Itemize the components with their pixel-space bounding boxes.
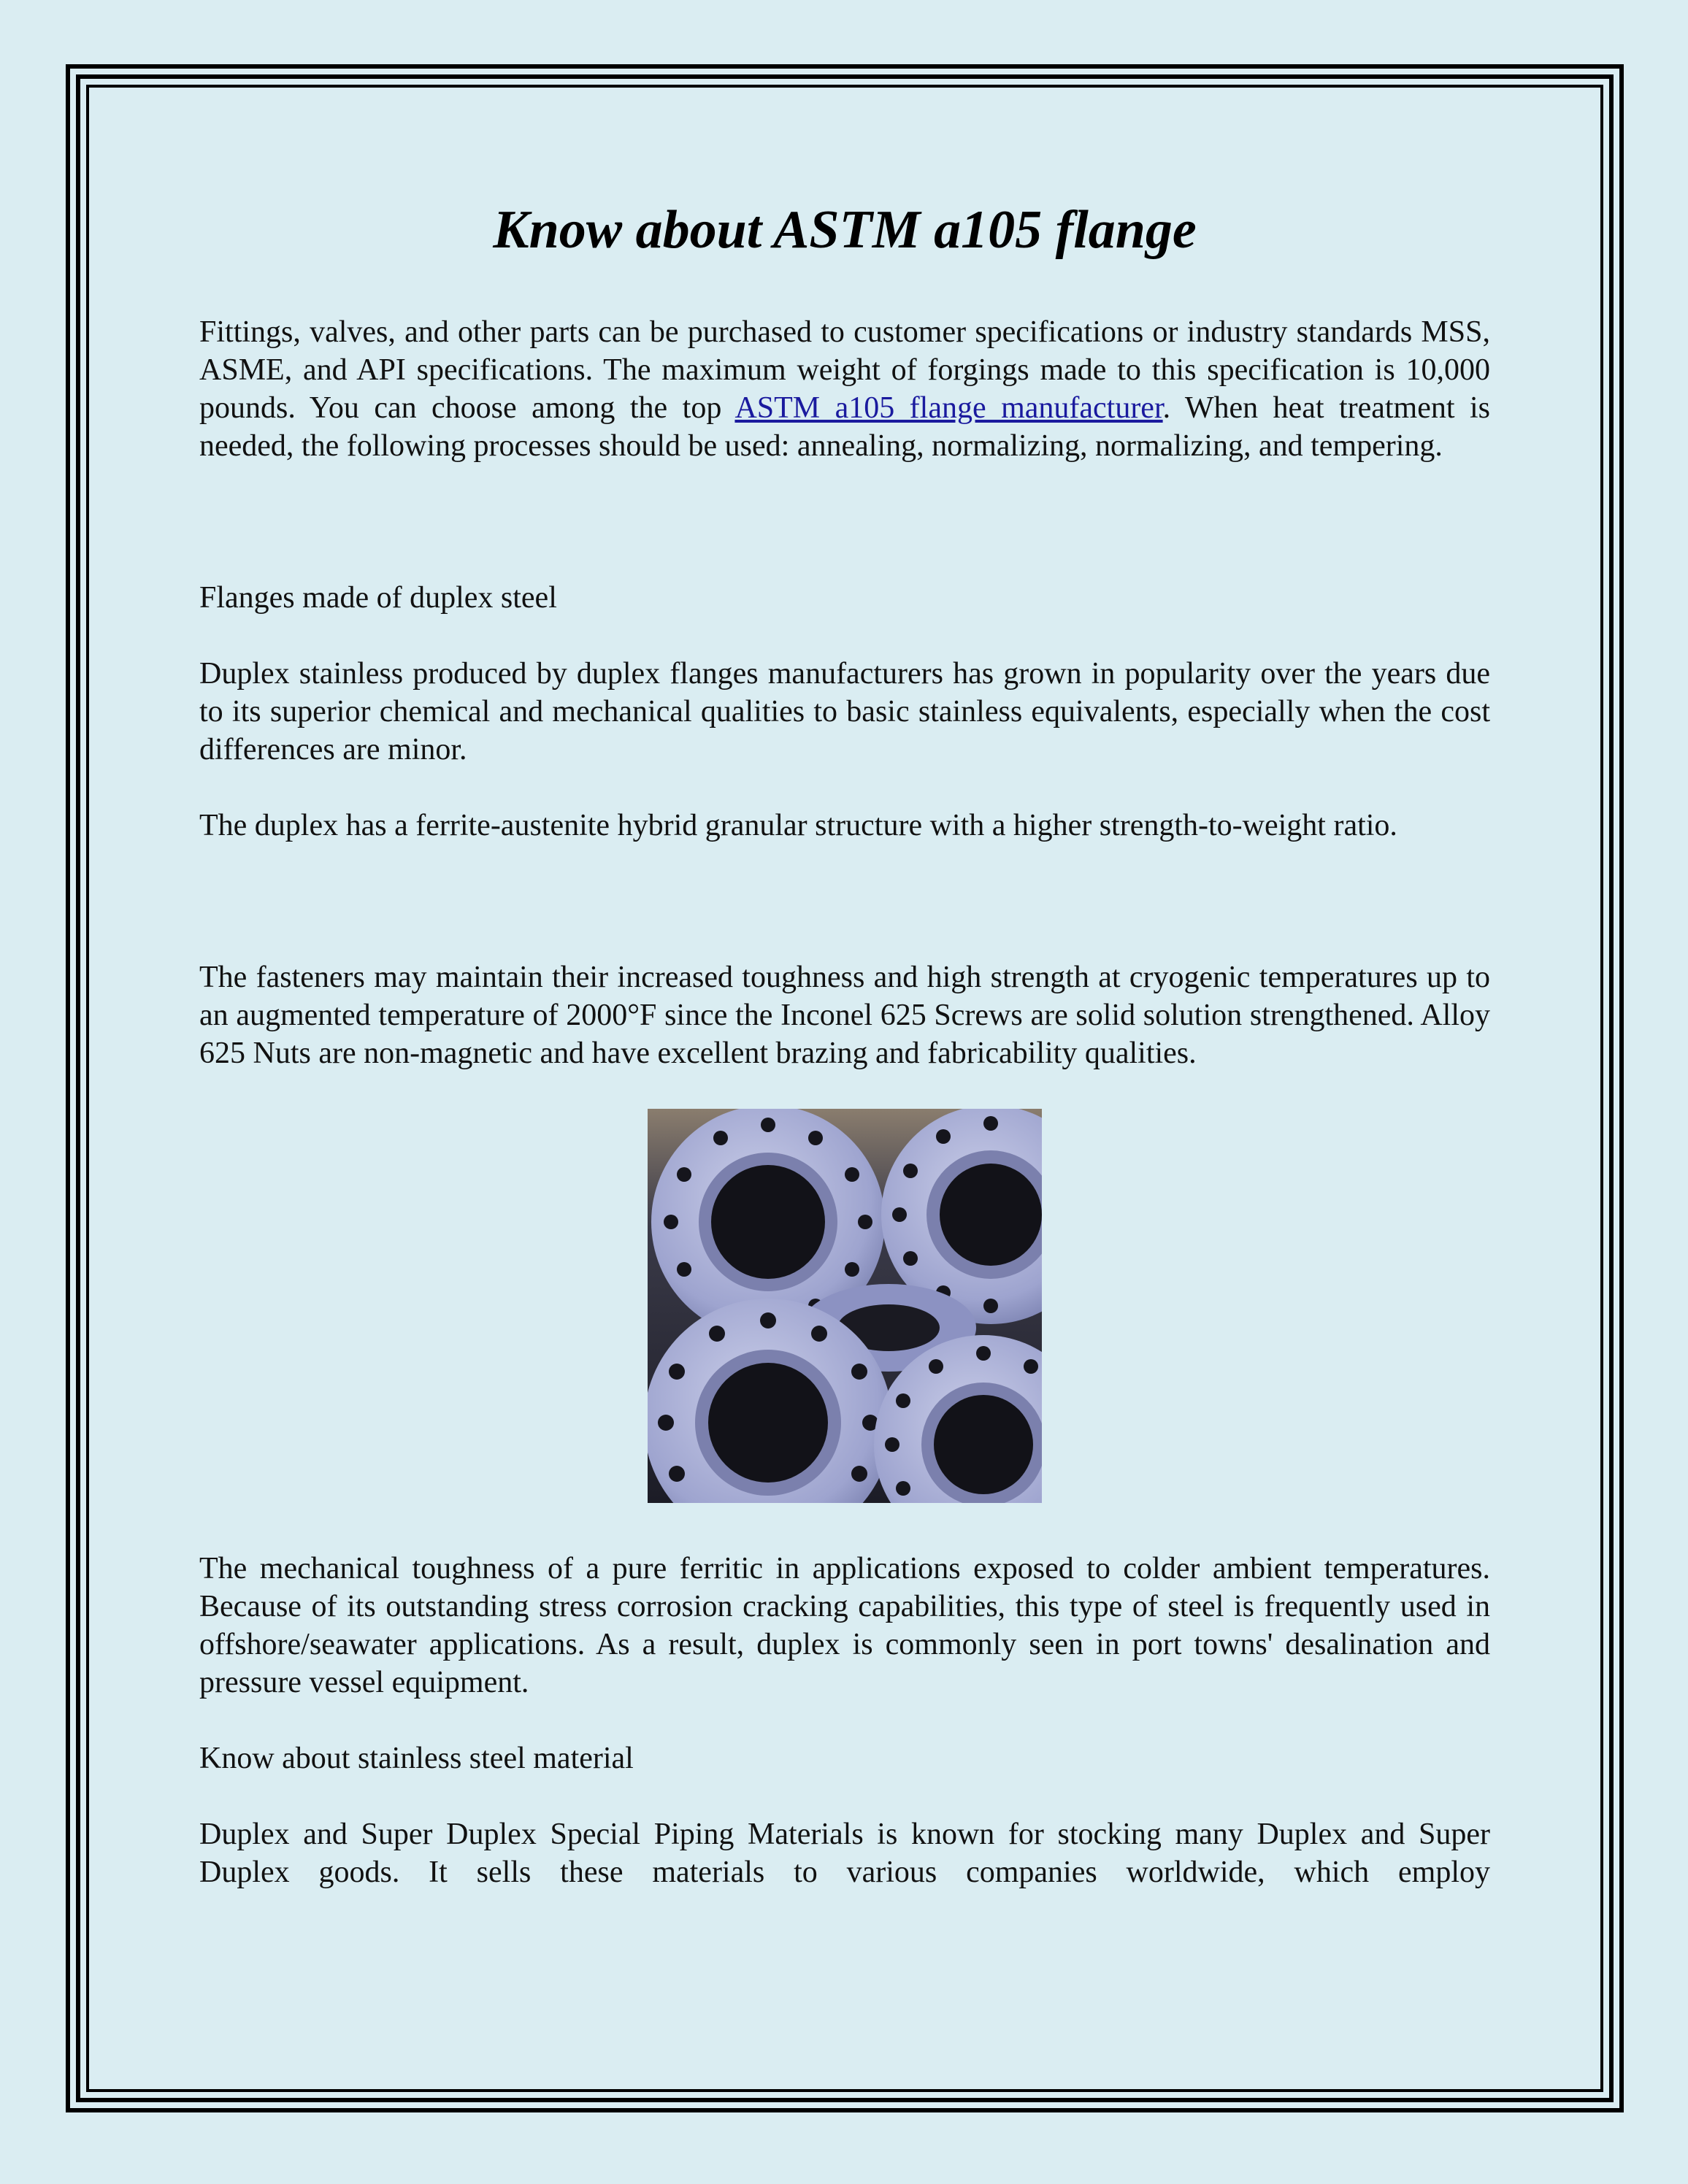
intro-paragraph [199, 313, 1490, 465]
paragraph-mechanical-toughness: The mechanical toughness of a pure ferritic in applications exposed to colder ambient temperatures. Because of its outstanding stress corrosion cracking capabilities, this type of steel is frequently used in offshore/seawater applications. As a result, duplex is commonly seen in port towns' desalination and pressure vessel equipment. [199, 1552, 1490, 1699]
document-body [199, 186, 1490, 1891]
intro-text-before-link: Fittings, valves, and other parts can be purchased to customer specifications or industry standards MSS, ASME, and API specifications. The maximum weight of forgings made to this specification is 10,000 pounds. You can choose among the top [199, 315, 1490, 425]
heading-duplex-flanges: Flanges made of duplex steel [199, 581, 557, 615]
paragraph-duplex-popularity: Duplex stainless produced by duplex flanges manufacturers has grown in popularity over the years due to its superior chemical and mechanical qualities to basic stainless equivalents, especially when the cost differences are minor. [199, 657, 1490, 766]
page-title: Know about ASTM a105 flange [493, 200, 1197, 260]
intro-text-after-link: . When heat treatment is needed, the following processes should be used: annealing, normalizing, normalizing, and tempering. [199, 391, 1491, 463]
heading-stainless-steel: Know about stainless steel material [199, 1742, 634, 1775]
paragraph-fasteners: The fasteners may maintain their increased toughness and high strength at cryogenic temperatures up to an augmented temperature of 2000°F since the Inconel 625 Screws are solid solution strengthened. Alloy 625 Nuts are non-magnetic and have excellent brazing and fabricability qualities. [199, 961, 1490, 1070]
flanges-image [648, 1109, 1042, 1503]
paragraph-super-duplex: Duplex and Super Duplex Special Piping Materials is known for stocking many Duplex and Super Duplex goods. It sells these materials to various companies worldwide, which employ [199, 1818, 1490, 1889]
flanges-photo [648, 1109, 1042, 1503]
astm-a105-manufacturer-link[interactable]: ASTM a105 flange manufacturer [734, 391, 1163, 425]
paragraph-duplex-structure: The duplex has a ferrite-austenite hybrid granular structure with a higher strength-to-weight ratio. [199, 809, 1397, 842]
